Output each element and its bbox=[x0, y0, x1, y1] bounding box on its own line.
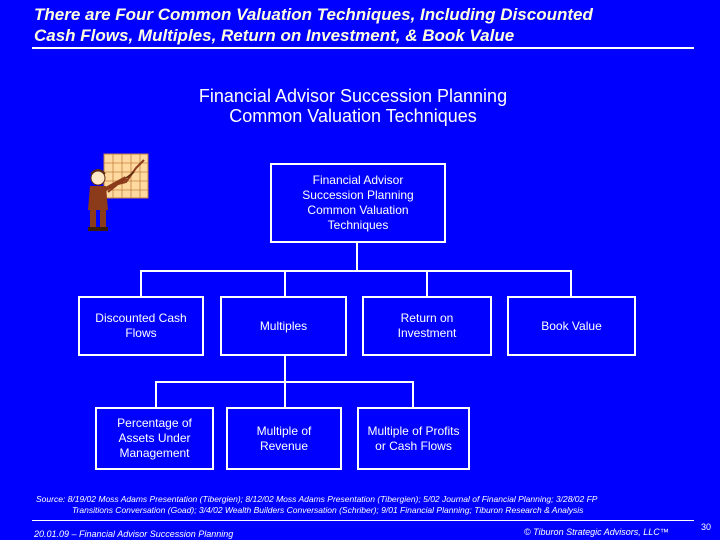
method-multiple-of-revenue bbox=[226, 407, 342, 470]
technique-return-on-investment bbox=[362, 296, 492, 356]
footer-document-id: 20.01.09 – Financial Advisor Succession Planning bbox=[34, 529, 234, 539]
diagram-subtitle bbox=[100, 86, 606, 126]
drop-roi bbox=[426, 270, 428, 297]
method-label-line1: Multiple of Profits bbox=[367, 423, 460, 438]
header-title-line2: Cash Flows, Multiples, Return on Investment, & Book Value bbox=[34, 26, 515, 45]
method-label-line1: Multiple of bbox=[256, 423, 312, 438]
drop-aum bbox=[155, 381, 157, 408]
method-label-line1: Percentage of bbox=[117, 416, 192, 430]
drop-book-value bbox=[570, 270, 572, 297]
method-label-line3: Management bbox=[119, 446, 190, 460]
multiples-connector bbox=[284, 355, 286, 382]
page-header bbox=[34, 4, 694, 46]
footer-copyright: © Tiburon Strategic Advisors, LLC™ bbox=[524, 527, 669, 537]
method-label-line2: Revenue bbox=[259, 438, 309, 453]
source-note bbox=[36, 494, 676, 516]
level1-bus bbox=[140, 270, 572, 272]
drop-multiples bbox=[284, 270, 286, 297]
technique-label-line1: Discounted Cash bbox=[95, 311, 187, 325]
drop-dcf bbox=[140, 270, 142, 297]
presenter-with-chart-icon bbox=[80, 152, 152, 232]
subtitle-line1: Financial Advisor Succession Planning bbox=[198, 86, 508, 106]
technique-label-line1: Return on bbox=[400, 311, 454, 325]
technique-label-line2: Investment bbox=[397, 326, 457, 340]
drop-revenue bbox=[284, 381, 286, 408]
source-line1: Source: 8/19/02 Moss Adams Presentation (Tibergien); 8/12/02 Moss Adams Presentation (Tibergien); 5/02 Journal of Financial Planning; 3/28/02 FP bbox=[36, 494, 598, 504]
method-percentage-of-aum bbox=[95, 407, 214, 470]
root-connector bbox=[356, 241, 358, 271]
drop-profits bbox=[412, 381, 414, 408]
chart-root-box bbox=[270, 163, 446, 243]
subtitle-line2: Common Valuation Techniques bbox=[229, 106, 477, 126]
page-number: 30 bbox=[701, 522, 712, 532]
technique-label-line1: Book Value bbox=[541, 318, 602, 333]
source-line2: Transitions Conversation (Goad); 3/4/02 Wealth Builders Conversation (Schriber); 9/01 Financial Planning; Tiburon Research & Analysis bbox=[72, 505, 584, 515]
root-line1: Financial Advisor bbox=[312, 173, 404, 187]
footer-divider bbox=[32, 520, 694, 521]
method-label-line2: Assets Under bbox=[118, 431, 191, 445]
root-line2: Succession Planning bbox=[302, 188, 414, 202]
header-divider bbox=[32, 47, 694, 49]
root-line3: Common Valuation bbox=[307, 203, 409, 217]
method-multiple-of-profits bbox=[357, 407, 470, 470]
root-line4: Techniques bbox=[327, 218, 389, 232]
header-title-line1: There are Four Common Valuation Techniques, Including Discounted bbox=[34, 5, 593, 24]
technique-label-line2: Flows bbox=[125, 326, 157, 340]
technique-multiples bbox=[220, 296, 347, 356]
method-label-line2: or Cash Flows bbox=[375, 438, 452, 453]
technique-label-line1: Multiples bbox=[259, 318, 308, 333]
technique-discounted-cash-flows bbox=[78, 296, 204, 356]
technique-book-value bbox=[507, 296, 636, 356]
